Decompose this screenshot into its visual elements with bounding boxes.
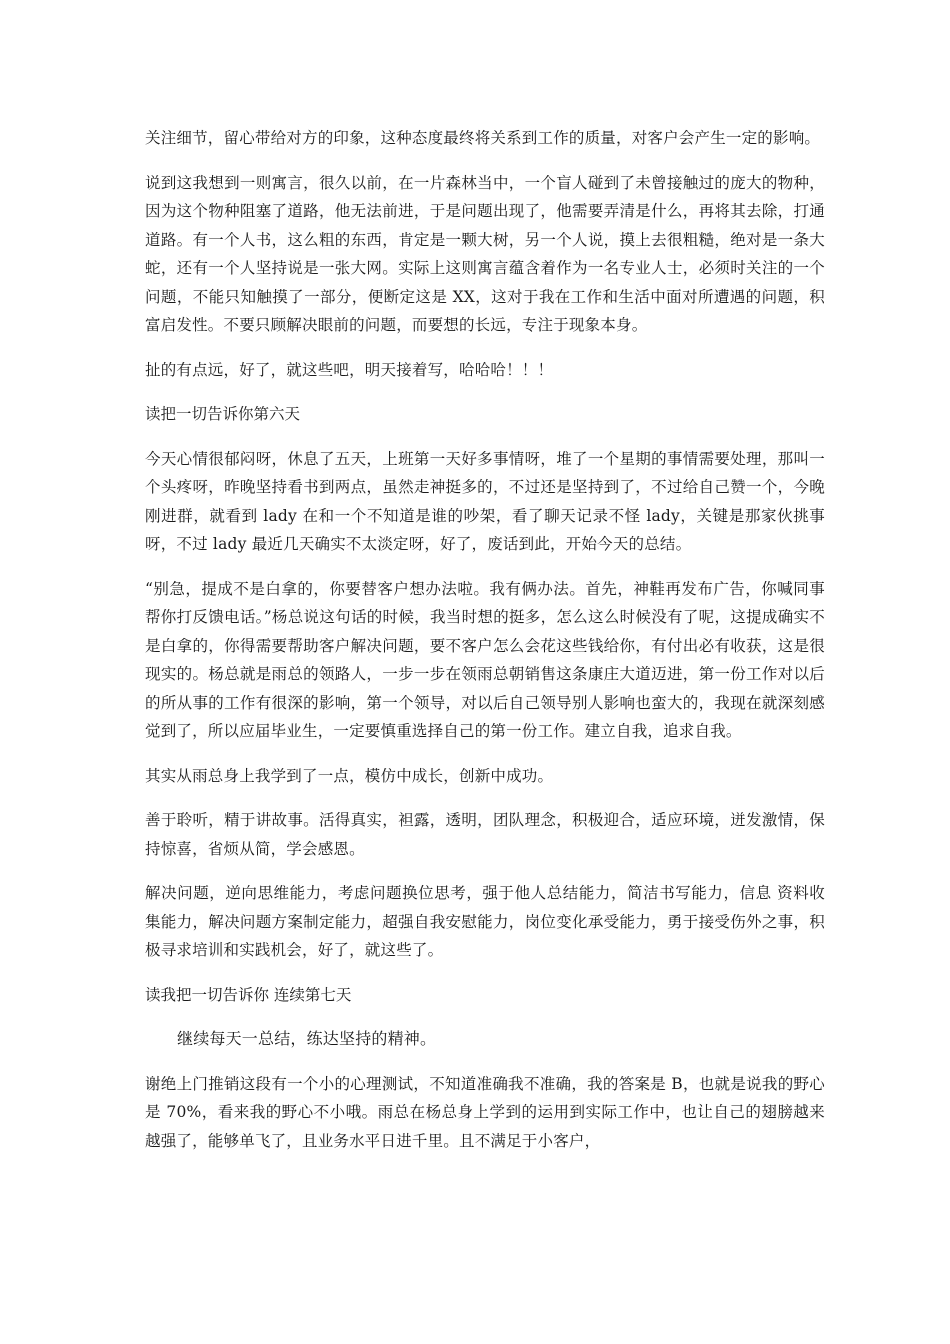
paragraph-8: 解决问题，逆向思维能力，考虑问题换位思考，强于他人总结能力，简洁书写能力，信息 资料收集能力，解决问题方案制定能力，超强自我安慰能力，岗位变化承受能力，勇于接受伤外之事，积极寻求培训和实践机会，好了，就这些了。 xyxy=(145,884,825,959)
paragraph-10: 谢绝上门推销这段有一个小的心理测试，不知道准确我不准确，我的答案是 B，也就是说我的野心是 70%，看来我的野心不小哦。雨总在杨总身上学到的运用到实际工作中，也让自己的翅膀越来越强了，能够单飞了，且业务水平日进千里。且不满足于小客户， xyxy=(145,1074,825,1150)
section-heading-day-6: 读把一切告诉你第六天 xyxy=(145,405,301,423)
paragraph-7: 善于聆听，精于讲故事。活得真实，袒露，透明，团队理念，积极迎合，适应环境，迸发激情，保持惊喜，省烦从简，学会感恩。 xyxy=(145,811,825,858)
document-body xyxy=(145,124,825,1171)
paragraph-9: 继续每天一总结，练达坚持的精神。 xyxy=(177,1029,437,1048)
paragraph-2: 说到这我想到一则寓言，很久以前，在一片森林当中，一个盲人碰到了未曾接触过的庞大的物种，因为这个物种阻塞了道路，他无法前进，于是问题出现了，他需要弄清是什么，再将其去除，打通道路。有一个人书，这么粗的东西，肯定是一颗大树，另一个人说，摸上去很粗糙，绝对是一条大蛇，还有一个人坚持说是一张大网。实际上这则寓言蕴含着作为一名专业人士，必须时关注的一个问题，不能只知触摸了一部分，便断定这是 XX，这对于我在工作和生活中面对所遭遇的问题，积富启发性。不要只顾解决眼前的问题，而要想的长远，专注于现象本身。 xyxy=(145,173,825,334)
paragraph-6: 其实从雨总身上我学到了一点，模仿中成长，创新中成功。 xyxy=(145,766,554,785)
paragraph-4: 今天心情很郁闷呀，休息了五天，上班第一天好多事情呀，堆了一个星期的事情需要处理，那叫一个头疼呀，昨晚坚持看书到两点，虽然走神挺多的，不过还是坚持到了，不过给自己赞一个，今晚刚进群，就看到 lady 在和一个不知道是谁的吵架，看了聊天记录不怪 lady，关键是那家伙挑事呀，不过 lady 最近几天确实不太淡定呀，好了，废话到此，开始今天的总结。 xyxy=(145,449,825,553)
paragraph-3: 扯的有点远，好了，就这些吧，明天接着写，哈哈哈！！！ xyxy=(145,360,554,379)
paragraph-1: 关注细节，留心带给对方的印象，这种态度最终将关系到工作的质量，对客户会产生一定的影响。 xyxy=(145,129,821,147)
paragraph-5: “别急，提成不是白拿的，你要替客户想办法啦。我有俩办法。首先，神鞋再发布广告，你喊同事帮你打反馈电话。”杨总说这句话的时候，我当时想的挺多，怎么这么时候没有了呢，这提成确实不是白拿的，你得需要帮助客户解决问题，要不客户怎么会花这些钱给你，有付出必有收获，这是很现实的。杨总就是雨总的领路人，一步一步在领雨总朝销售这条康庄大道迈进，第一份工作对以后的所从事的工作有很深的影响，第一个领导，对以后自己领导别人影响也蛮大的，我现在就深刻感觉到了，所以应届毕业生，一定要慎重选择自己的第一份工作。建立自我，追求自我。 xyxy=(145,579,825,740)
section-heading-day-7: 读我把一切告诉你 连续第七天 xyxy=(145,985,352,1004)
